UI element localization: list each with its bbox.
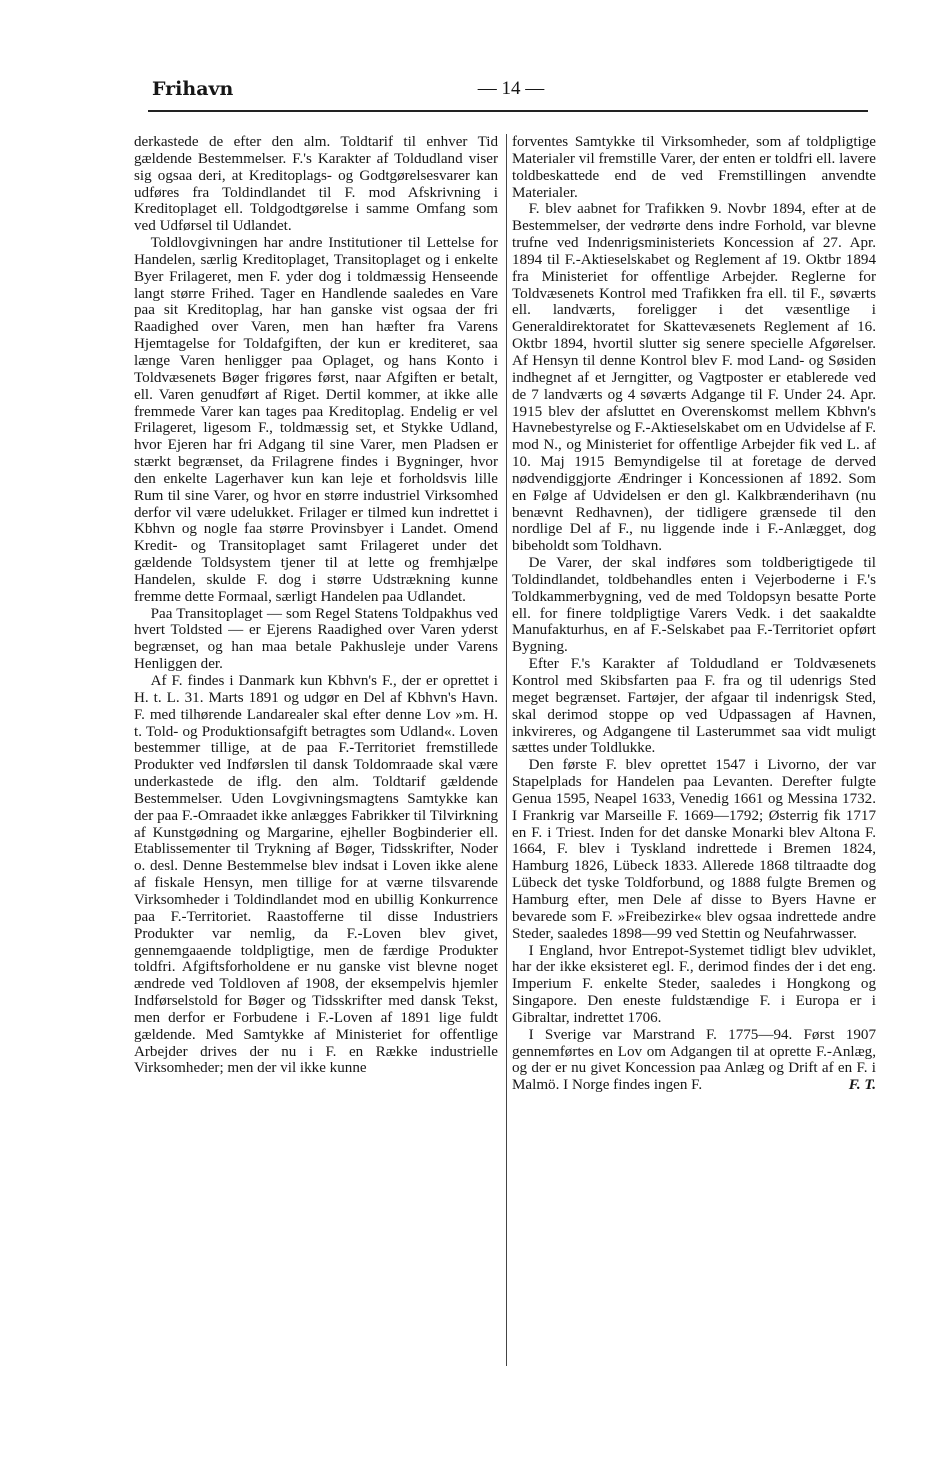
column-divider bbox=[506, 134, 507, 1366]
paragraph: Paa Transitoplaget — som Regel Statens Toldpakhus ved hvert Toldsted — er Ejerens Raadighed over Varen yderst begrænset, og han maa betale Pakhusleje under Varens Henliggen der. bbox=[134, 605, 498, 673]
author-signature: F. T. bbox=[848, 1077, 876, 1094]
paragraph: I England, hvor Entrepot-Systemet tidligt blev udviklet, har der ikke eksisteret egl. F., derimod findes der i det eng. Imperium F. enkelte Steder, saaledes i Hongkong og Singapore. Den eneste fuldstændige F. i Europa er i Gibraltar, indrettet 1706. bbox=[512, 942, 876, 1026]
running-title: Frihavn bbox=[152, 78, 234, 100]
header-rule bbox=[148, 110, 868, 112]
left-column bbox=[134, 134, 498, 1077]
paragraph: Den første F. blev oprettet 1547 i Livorno, der var Stapelplads for Handelen paa Levanten. Derefter fulgte Genua 1595, Neapel 1633, Venedig 1661 og Messina 1732. I Frankrig var Marseille F. 1669—1792; Østerrig fik 1717 en F. i Triest. Inden for det danske Monarki blev Altona F. 1664, F. blev i Tyskland indrettede i Bremen 1824, Hamburg 1826, Lübeck 1833. Allerede 1868 tiltraadte dog Lübeck det tyske Toldforbund, og 1888 fulgte Bremen og Hamburg efter, men Dele af disse to Byers Havne er bevarede som F. »Freibezirke« blev ogsaa indrettede andre Steder, saaledes 1898—99 ved Stettin og Neufahrwasser. bbox=[512, 757, 876, 942]
paragraph-with-signature bbox=[512, 1027, 876, 1094]
right-column bbox=[512, 134, 876, 1094]
paragraph-text: I Sverige var Marstrand F. 1775—94. Først 1907 gennemførtes en Lov om Adgangen til at oprette F.-Anlæg, og der er nu givet Koncession paa Anlæg og Drift af en F. i Malmö. I Norge findes ingen F. bbox=[512, 1026, 876, 1094]
paragraph: Toldlovgivningen har andre Institutioner til Lettelse for Handelen, særlig Kreditoplaget, Transitoplaget og i enkelte Byer Frilageret, men F. yder dog i toldmæssig Henseende langt større Frihed. Tager en Handlende saaledes en Vare paa sit Kreditoplag, har han ganske vist ogsaa der fri Raadighed over Varen, men han hæfter fra Varens Hjemtagelse for Toldafgiften, der kun er krediteret, saa længe Varen henligger paa Oplaget, og hans Konto i Toldvæsenets Bøger frigøres først, naar Afgiften er betalt, ell. Varen genudført af Riget. Dertil kommer, at ikke alle fremmede Varer kan tages paa Kreditoplag. Endelig er vel Frilageret, ligesom F., toldmæssig set, et Stykke Udland, hvor Ejeren har fri Adgang til sine Varer, men Pladsen er stærkt begrænset, da Frilagrene findes i Bygninger, hvor den enkelte Lagerhaver kun kan leje et forholdsvis lille Rum til sine Varer, og hvor en større industriel Virksomhed derfor vil være udelukket. Frilager er tilmed kun indrettet i Kbhvn og nogle faa større Provinsbyer i Landet. Omend Kredit- og Transitoplaget samt Frilageret under det gældende Toldsystem tjener til at lette og fremhjælpe Handelen, skulde F. dog i større Udstrækning kunne fremme dette Formaal, særligt Handelen paa Udlandet. bbox=[134, 235, 498, 605]
paragraph: Efter F.'s Karakter af Toldudland er Toldvæsenets Kontrol med Skibsfarten paa F. fra og til udenrigs Sted meget begrænset. Fartøjer, der afgaar til indenrigsk Sted, skal derimod stoppe op ved Udpassagen af Havnen, inkvireres, og Adgangene til Lasterummet saa vidt muligt sættes under Toldlukke. bbox=[512, 656, 876, 757]
paragraph: Af F. findes i Danmark kun Kbhvn's F., der er oprettet i H. t. L. 31. Marts 1891 og udgør en Del af Kbhvn's Havn. F. med tilhørende Landarealer skal efter denne Lov »m. H. t. Told- og Produktionsafgift betragtes som Udland«. Loven bestemmer tillige, at de paa F.-Territoriet fremstillede Produkter ved Indførslen til dansk Toldomraade skal være underkastede de iflg. den alm. Toldtarif gældende Bestemmelser. Uden Lovgivningsmagtens Samtykke kan der paa F.-Omraadet ikke anlægges Fabrikker til Tilvirkning af Kunstgødning og Margarine, ejheller Bogbinderier ell. Etablissementer til Trykning af Bøger, Tidsskrifter, Noder o. desl. Denne Bestemmelse blev indsat i Loven ikke alene af fiskale Hensyn, men tillige for at værne tilsvarende Virksomheder i Toldindlandet mod en ubillig Konkurrence paa F.-Territoriet. Raastofferne til disse Industriers Produkter var nemlig, da F.-Loven blev givet, gennemgaaende toldpligtige, men de færdige Produkter toldfri. Afgiftsforholdene er nu ganske vist blevne noget ændrede ved Toldloven af 1908, der eksempelvis hjemler Indførselstold for Bøger og Tidsskrifter med dansk Tekst, men derfor er Forbudene i F.-Loven af 1891 lige fuldt gældende. Med Samtykke af Ministeriet for offentlige Arbejder drives der nu i F. en Række industrielle Virksomheder; men der vil ikke kunne bbox=[134, 673, 498, 1077]
running-header bbox=[152, 76, 867, 110]
paragraph: De Varer, der skal indføres som toldberigtigede til Toldindlandet, toldbehandles enten i Vejerboderne i F.'s Toldkammerbygning, ved de med Toldopsyn besatte Porte ell. for finere toldpligtige Varers Vedk. i det saakaldte Manufakturhus, en af F.-Selskabet paa F.-Territoriet opført Bygning. bbox=[512, 555, 876, 656]
page-number: — 14 — bbox=[477, 78, 545, 99]
paragraph: F. blev aabnet for Trafikken 9. Novbr 1894, efter at de Bestemmelser, der vedrørte dens indre Forhold, var blevne trufne ved Indenrigsministeriets Koncession af 27. Apr. 1894 til F.-Aktieselskabet og Reglement af 19. Oktbr 1894 fra Ministeriet for offentlige Arbejder. Reglerne for Toldvæsenets Kontrol med Trafikken fra ell. til F., søværts ell. landværts, foreligger i det væsentlige i Generaldirektoratet for Skattevæsenets Reglement af 16. Oktbr 1894, hvortil slutter sig senere specielle Afgørelser. Af Hensyn til denne Kontrol blev F. mod Land- og Søsiden indhegnet af et Jerngitter, og Vagtposter er etablerede ved de 7 landværts og 4 søværts Adgange til F. Under 24. Apr. 1915 blev der afsluttet en Overenskomst mellem Kbhvn's Havnebestyrelse og F.-Aktieselskabet om en Udvidelse af F. mod N., og Ministeriet for offentlige Arbejder fik ved L. af 10. Maj 1915 Bemyndigelse til at foretage de derved nødvendiggjorte Ændringer i Koncessionen af 1892. Som en Følge af Udvidelsen er den gl. Kalkbrænderihavn (nu benævnt Redhavnen), der tidligere grænsede til den nordlige Del af F., nu liggende inde i F.-Anlægget, dog bibeholdt som Toldhavn. bbox=[512, 201, 876, 555]
paragraph: derkastede de efter den alm. Toldtarif til enhver Tid gældende Bestemmelser. F.'s Karakter af Toldudland viser sig ogsaa deri, at Kreditoplags- og Godtgørelsesvarer kan udføres fra Toldindlandet til F. mod Afskrivning i Kreditoplaget ell. Toldgodtgørelse i samme Omfang som ved Udførsel til Udlandet. bbox=[134, 134, 498, 235]
paragraph: forventes Samtykke til Virksomheder, som af toldpligtige Materialer vil fremstille Varer, der enten er toldfri ell. lavere toldbeskattede end de ved Fremstillingen anvendte Materialer. bbox=[512, 134, 876, 201]
